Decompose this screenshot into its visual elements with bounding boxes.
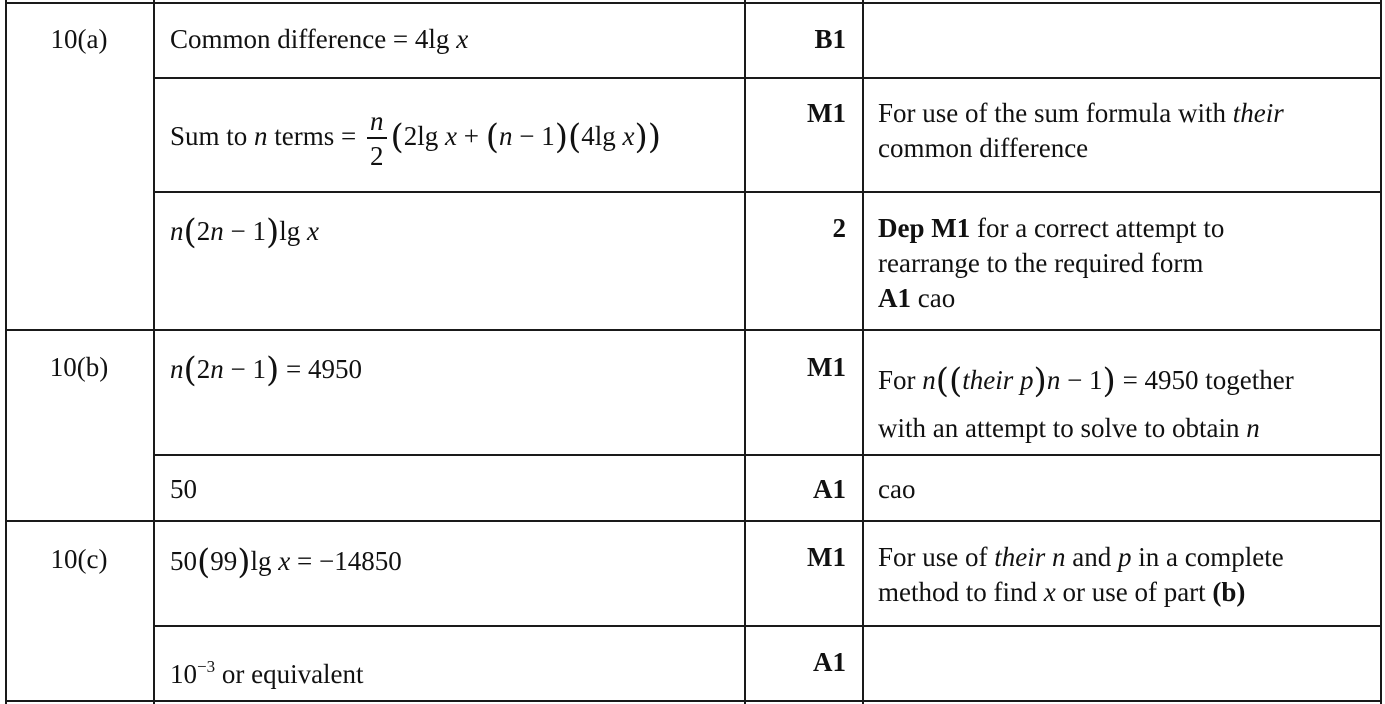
mark-cell: 2 bbox=[832, 213, 846, 243]
mark-cell: M1 bbox=[807, 542, 846, 572]
question-label: 10(c) bbox=[50, 544, 108, 574]
fraction: $\frac{n}{2}$ bbox=[367, 108, 387, 170]
answer-cell bbox=[170, 22, 468, 57]
answer-cell bbox=[170, 649, 364, 692]
guidance-cell: For use of the sum formula with their common difference bbox=[878, 98, 1284, 163]
answer-prefix: Sum to n terms = bbox=[170, 121, 363, 152]
table-rule bbox=[154, 77, 1382, 79]
guidance-cell: For n((their p)n − 1) = 4950 together with an attempt to solve to obtain n bbox=[878, 361, 1294, 443]
answer-expression: n(2n − 1)lg x bbox=[170, 212, 320, 252]
answer-expression: $10^{-3}$ bbox=[170, 657, 216, 689]
answer-cell bbox=[170, 542, 402, 582]
mark-cell: A1 bbox=[813, 474, 846, 504]
answer-expression: n(2n − 1) = 4950 bbox=[170, 350, 362, 390]
mark-cell: M1 bbox=[807, 352, 846, 382]
answer-cell bbox=[170, 472, 197, 507]
question-label: 10(b) bbox=[49, 352, 109, 382]
table-rule bbox=[154, 625, 1382, 627]
answer-expression: 4lg x bbox=[414, 24, 469, 54]
table-rule bbox=[5, 520, 1382, 522]
answer-suffix: or equivalent bbox=[215, 659, 364, 689]
table-rule bbox=[154, 454, 1382, 456]
answer-prefix: Common difference = bbox=[170, 24, 415, 54]
table-border-bottom bbox=[5, 700, 1382, 702]
table-border-top bbox=[5, 2, 1382, 4]
table-column-divider bbox=[862, 0, 864, 704]
table-rule bbox=[5, 329, 1382, 331]
guidance-cell: For use of their n and p in a complete method to find x or use of part (b) bbox=[878, 542, 1284, 607]
answer-expression: $\frac{n}{2}$ (2lg x + (n − 1)(4lg x)) bbox=[363, 121, 661, 151]
answer-expression: 50(99)lg x = −14850 bbox=[170, 542, 402, 582]
table-rule bbox=[154, 191, 1382, 193]
answer-cell bbox=[170, 350, 362, 390]
answer-cell bbox=[170, 108, 661, 170]
answer-expression: 50 bbox=[170, 474, 197, 504]
question-label: 10(a) bbox=[50, 24, 108, 54]
table-border-right bbox=[1380, 0, 1382, 704]
answer-cell bbox=[170, 212, 320, 252]
guidance-cell: cao bbox=[878, 474, 916, 504]
guidance-cell: Dep M1 for a correct attempt to rearrange to the required form A1 cao bbox=[878, 213, 1225, 313]
mark-cell: B1 bbox=[814, 24, 846, 54]
mark-cell: M1 bbox=[807, 98, 846, 128]
mark-cell: A1 bbox=[813, 647, 846, 677]
